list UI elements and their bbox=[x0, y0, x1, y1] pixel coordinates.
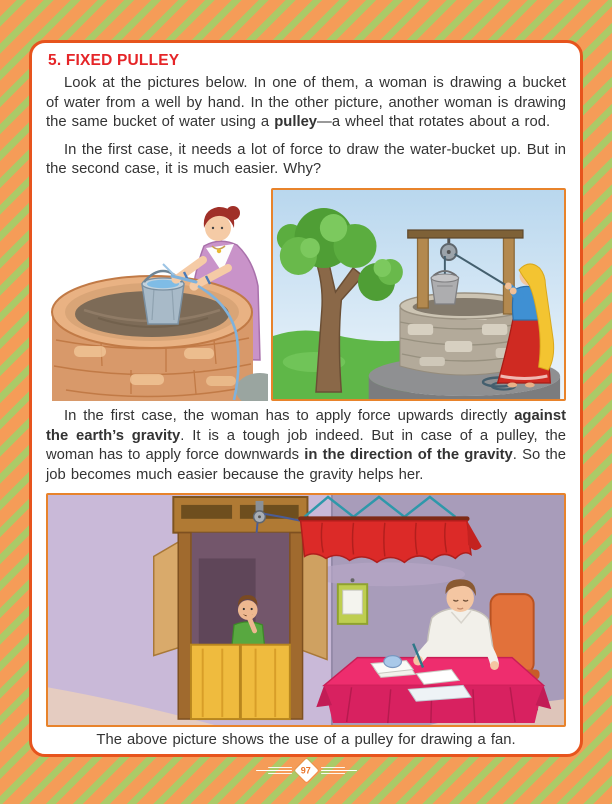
figure-pulley-well-illustration bbox=[271, 188, 566, 401]
section-title: 5. FIXED PULLEY bbox=[48, 52, 180, 69]
lower-door-right bbox=[241, 645, 290, 719]
figure-fan-pulley-illustration bbox=[46, 493, 566, 727]
paragraph-question: In the first case, it needs a lot of force to draw the water-bucket up. But in the second case, it is much easier. Why? bbox=[46, 141, 566, 178]
lower-door-left bbox=[191, 645, 240, 719]
page-number-badge bbox=[294, 758, 318, 782]
hand-well-scene bbox=[46, 188, 268, 401]
page-footer bbox=[0, 762, 612, 779]
paragraph-explanation: In the first case, the woman has to apply force upwards directly against the earth’s gravity. It is a tough job indeed. But in case of a pulley, the woman has to apply force downwards in the direction of the gravity. So the job becomes much easier because the gravity helps her. bbox=[46, 407, 567, 483]
page-number: 97 bbox=[300, 765, 312, 776]
figure-row bbox=[46, 188, 566, 401]
content-panel bbox=[29, 40, 583, 757]
wall-photo-frame bbox=[338, 579, 367, 625]
fan-room-scene bbox=[48, 495, 564, 725]
page-number-ornament-left bbox=[256, 767, 292, 774]
figure-caption: The above picture shows the use of a pulley for drawing a fan. bbox=[96, 732, 516, 749]
figure-hand-well-illustration bbox=[46, 188, 268, 401]
paragraph-intro: Look at the pictures below. In one of them, a woman is drawing a bucket of water from a well by hand. In the other picture, another woman is drawing the same bucket of water using a pulley—a wheel that rotates about a rod. bbox=[46, 75, 566, 131]
page-number-ornament-right bbox=[321, 767, 357, 774]
pulley-well-scene bbox=[273, 190, 564, 399]
